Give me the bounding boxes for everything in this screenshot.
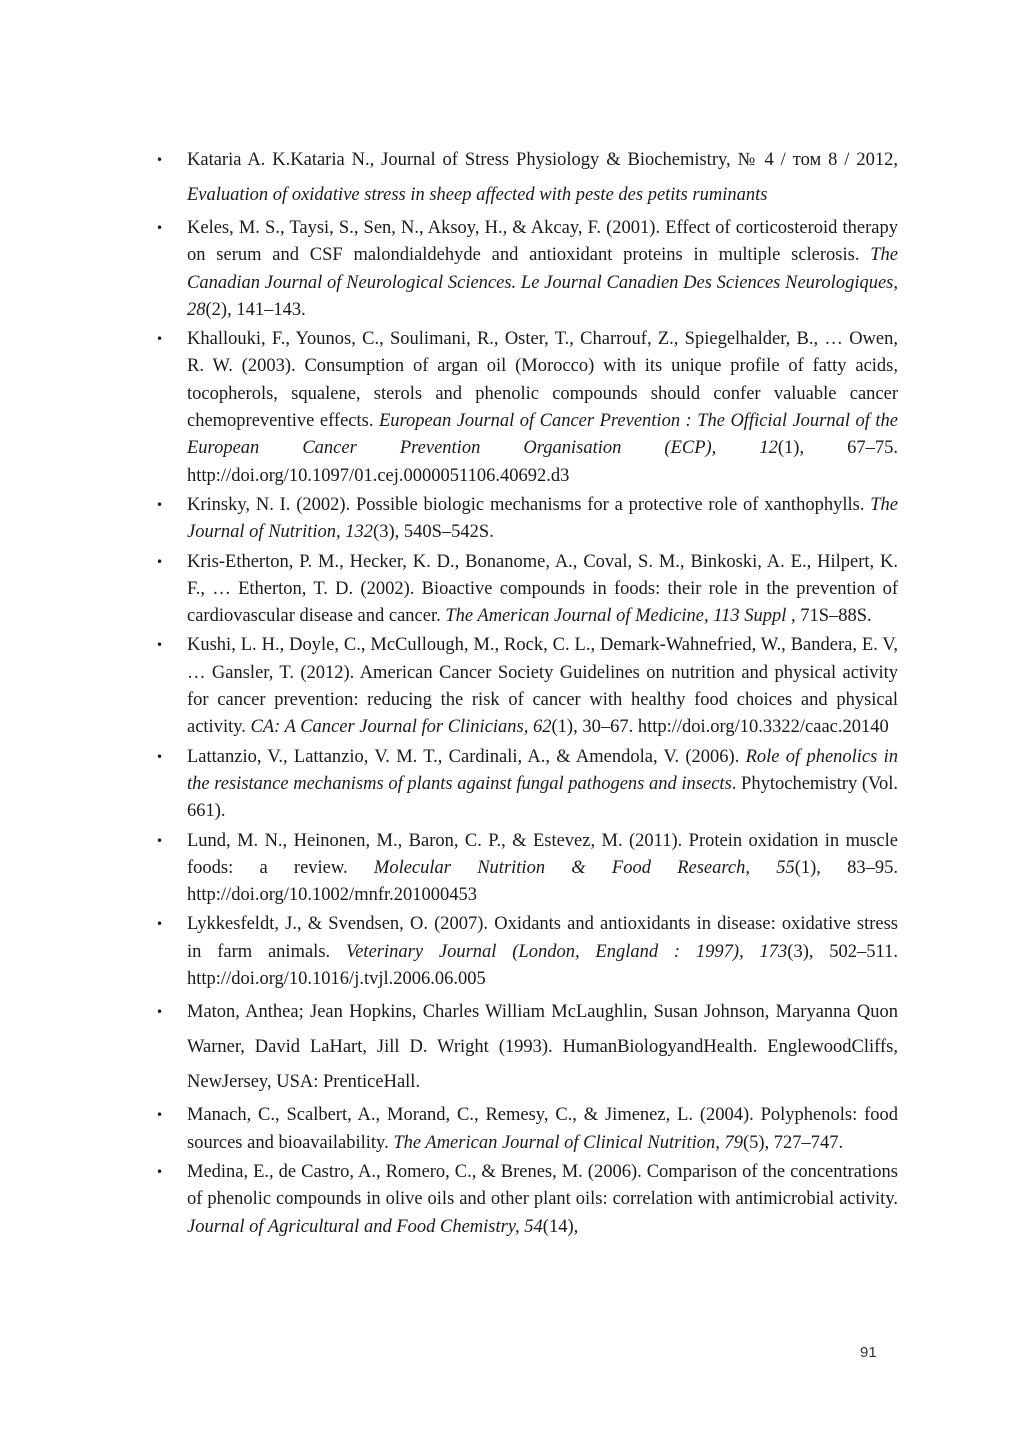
reference-text: Kushi, L. H., Doyle, C., McCullough, M., Rock, C. L., Demark-Wahnefried, W., Bandera, E. V, … Gansler, T. (2012). American Cancer Society Guidelines on nutrition and physical activity for cancer prevention: reducing the risk of cancer with healthy food choices and physical activity. — [187, 635, 898, 738]
reference-item — [146, 549, 898, 631]
reference-tail: (14), — [542, 1216, 579, 1237]
reference-item — [146, 995, 898, 1100]
reference-text: Kris-Etherton, P. M., Hecker, K. D., Bonanome, A., Coval, S. M., Binkoski, A. E., Hilpert, K. F., … Etherton, T. D. (2002). Bioactive compounds in foods: their role in the prevention of cardiovascular disease and cancer. — [187, 551, 898, 627]
reference-item — [146, 632, 898, 741]
reference-item — [146, 1102, 898, 1157]
reference-italic-title: The Canadian Journal of Neurological Sciences. Le Journal Canadien Des Sciences Neurologiques, 28 — [187, 245, 898, 320]
reference-text: Khallouki, F., Younos, C., Soulimani, R., Oster, T., Charrouf, Z., Spiegelhalder, B., … Owen, R. W. (2003). Consumption of argan oil (Morocco) with its unique profile of fatty acids, tocopherols, squalene, sterols and phenolic compounds should confer valuable cancer chemopreventive effects. — [187, 329, 898, 432]
reference-item — [146, 744, 898, 826]
reference-italic-title: The American Journal of Medicine, 113 Suppl — [445, 606, 787, 627]
reference-tail: (5), 727–747. — [742, 1132, 844, 1153]
bullet-glyph: • — [156, 332, 164, 347]
reference-text: Lykkesfeldt, J., & Svendsen, O. (2007). Oxidants and antioxidants in disease: oxidative stress in farm animals. — [187, 914, 898, 962]
reference-italic-title: Veterinary Journal (London, England : 1997), 173 — [345, 941, 788, 962]
bullet-glyph: • — [156, 554, 164, 569]
bullet-glyph: • — [156, 917, 164, 932]
reference-item — [146, 828, 898, 910]
bullet-glyph: • — [156, 497, 164, 512]
reference-italic-title: Evaluation of oxidative stress in sheep affected with peste des petits ruminants — [187, 185, 768, 205]
bullet-glyph: • — [156, 1005, 164, 1020]
reference-text: Lund, M. N., Heinonen, M., Baron, C. P., & Estevez, M. (2011). Protein oxidation in muscle foods: a review. — [187, 830, 898, 878]
bullet-glyph: • — [156, 833, 164, 848]
reference-italic-title: Role of phenolics in the resistance mechanisms of plants against fungal pathogens and insects — [187, 746, 899, 794]
bullet-glyph: • — [156, 1108, 164, 1123]
reference-text: Krinsky, N. I. (2002). Possible biologic mechanisms for a protective role of xanthophylls. — [187, 494, 871, 515]
reference-italic-title: CA: A Cancer Journal for Clinicians, 62 — [250, 717, 552, 738]
reference-text: Keles, M. S., Taysi, S., Sen, N., Aksoy, H., & Akcay, F. (2001). Effect of corticosteroid therapy on serum and CSF malondialdehyde and antioxidant proteins in multiple sclerosis. — [187, 218, 898, 266]
reference-text: Medina, E., de Castro, A., Romero, C., & Brenes, M. (2006). Comparison of the concentrations of phenolic compounds in olive oils and other plant oils: correlation with antimicrobial activity. — [187, 1161, 898, 1210]
reference-text: Lattanzio, V., Lattanzio, V. M. T., Cardinali, A., & Amendola, V. (2006). — [187, 746, 746, 767]
reference-item — [146, 215, 898, 324]
bullet-glyph: • — [156, 221, 164, 235]
reference-tail: , 71S–88S. — [786, 606, 872, 627]
bullet-glyph: • — [156, 1164, 164, 1179]
reference-tail: (1), 83–95. http://doi.org/10.1002/mnfr.201000453 — [187, 857, 899, 906]
reference-item — [146, 1159, 898, 1241]
reference-italic-title: Journal of Agricultural and Food Chemistry, 54 — [187, 1216, 543, 1237]
bullet-glyph: • — [156, 749, 164, 764]
reference-item — [146, 492, 898, 547]
reference-list — [146, 143, 898, 1241]
reference-tail: . Phytochemistry (Vol. 661). — [187, 773, 898, 822]
reference-italic-title: Molecular Nutrition & Food Research, 55 — [373, 857, 795, 878]
reference-italic-title: European Journal of Cancer Prevention : The Official Journal of the European Cancer Prevention Organisation (ECP), 12 — [187, 411, 898, 459]
page-number: 91 — [860, 1344, 877, 1361]
reference-tail: (2), 141–143. — [205, 299, 306, 320]
reference-text: Maton, Anthea; Jean Hopkins, Charles William McLaughlin, Susan Johnson, Maryanna Quon Warner, David LaHart, Jill D. Wright (1993). HumanBiologyandHealth. EnglewoodCliffs, NewJersey, USA: PrenticeHall. — [187, 1002, 898, 1093]
reference-tail: (3), 502–511. http://doi.org/10.1016/j.tvjl.2006.06.005 — [187, 941, 898, 990]
reference-text: Manach, C., Scalbert, A., Morand, C., Remesy, C., & Jimenez, L. (2004). Polyphenols: food sources and bioavailability. — [187, 1105, 898, 1153]
reference-item — [146, 143, 898, 213]
bullet-glyph: • — [156, 638, 164, 653]
reference-text: Kataria A. K.Kataria N., Journal of Stress Physiology & Biochemistry, № 4 / том 8 / 2012, — [187, 150, 898, 170]
bullet-glyph: • — [156, 153, 164, 167]
reference-item — [146, 326, 898, 490]
reference-tail: (1), 67–75. http://doi.org/10.1097/01.cej.0000051106.40692.d3 — [187, 438, 899, 486]
reference-tail: (3), 540S–542S. — [373, 522, 494, 543]
reference-item — [146, 911, 898, 993]
reference-tail: (1), 30–67. http://doi.org/10.3322/caac.20140 — [551, 717, 889, 738]
reference-italic-title: The Journal of Nutrition, 132 — [187, 494, 898, 543]
reference-italic-title: The American Journal of Clinical Nutrition, 79 — [393, 1132, 743, 1153]
